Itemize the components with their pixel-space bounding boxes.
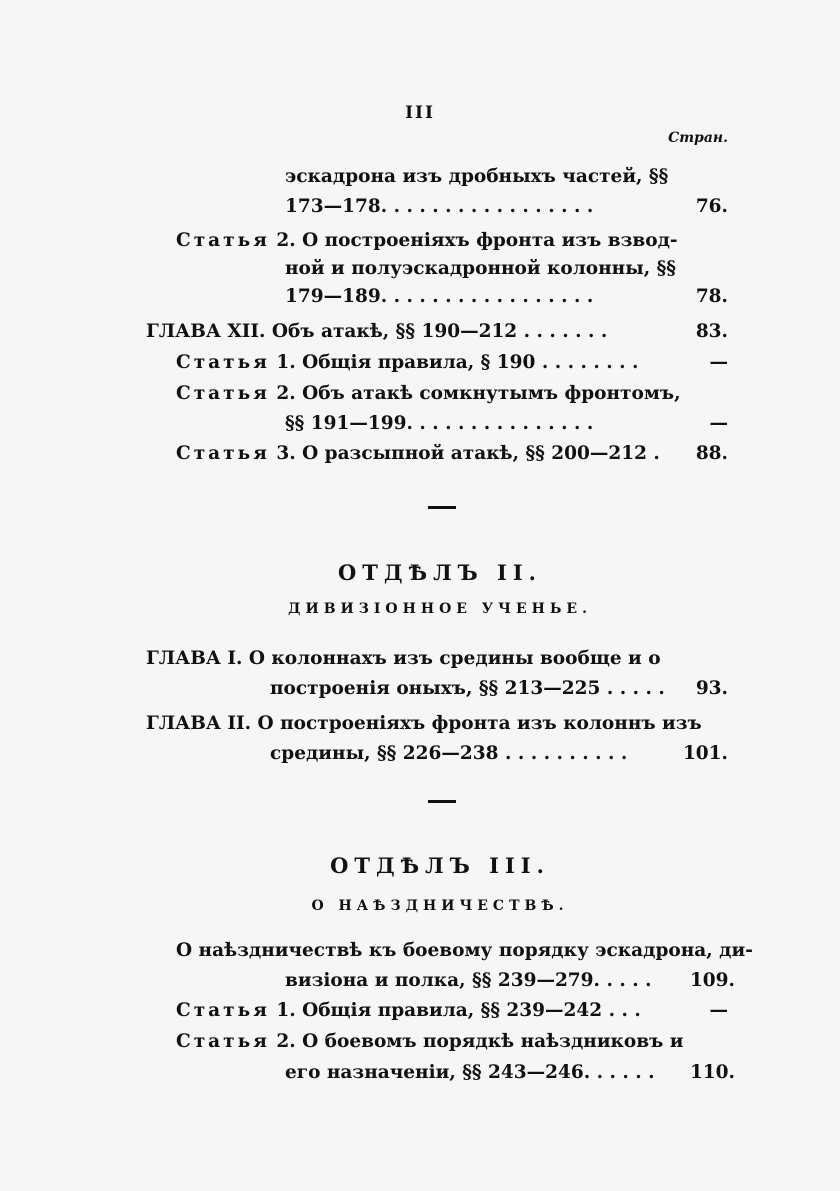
section-title: ОТДѢЛЪ II. — [337, 560, 542, 585]
toc-line: §§ 191—199. . . . . . . . . . . . . . . — [285, 413, 594, 434]
toc-line: построенія оныхъ, §§ 213—225 . . . . . — [270, 678, 665, 699]
article-label: Статья — [176, 383, 270, 404]
toc-text: 2. О боевомъ порядкѣ наѣздниковъ и — [276, 1031, 684, 1052]
toc-page: 78. — [695, 286, 728, 307]
toc-line: 179—189. . . . . . . . . . . . . . . . . — [285, 286, 594, 307]
toc-chapter-line: ГЛАВА I. О колоннахъ изъ средины вообще и о — [146, 648, 661, 669]
toc-page: — — [709, 413, 728, 434]
toc-text: 2. О построеніяхъ фронта изъ взвод- — [276, 230, 678, 251]
article-label: Статья — [176, 443, 270, 464]
toc-line: эскадрона изъ дробныхъ частей, §§ — [285, 166, 669, 187]
toc-text: 3. О разсыпной атакѣ, §§ 200—212 . — [276, 443, 660, 464]
article-label: Статья — [176, 352, 270, 373]
article-label: Статья — [176, 1000, 270, 1021]
toc-page: 101. — [682, 743, 728, 764]
page-column-header: Стран. — [668, 130, 728, 146]
toc-text: 2. Объ атакѣ сомкнутымъ фронтомъ, — [276, 383, 681, 404]
toc-line — [176, 383, 681, 405]
toc-page: 109. — [689, 970, 735, 991]
section-subtitle: О НАѢЗДНИЧЕСТВѢ. — [311, 898, 569, 914]
toc-page: — — [709, 1000, 728, 1021]
section-subtitle: ДИВИЗІОННОЕ УЧЕНЬЕ. — [288, 601, 592, 617]
toc-page: 93. — [695, 678, 728, 699]
toc-page: 83. — [695, 321, 728, 342]
toc-page: 76. — [695, 196, 728, 217]
toc-page: — — [709, 352, 728, 373]
toc-line: ной и полуэскадронной колонны, §§ — [285, 258, 676, 279]
toc-page: 88. — [695, 443, 728, 464]
toc-line — [176, 443, 660, 465]
toc-text: 1. Общія правила, §§ 239—242 . . . — [276, 1000, 641, 1021]
toc-line: его назначеніи, §§ 243—246. . . . . . — [285, 1062, 655, 1083]
section-divider — [428, 800, 456, 803]
toc-text: 1. Общія правила, § 190 . . . . . . . . — [276, 352, 639, 373]
toc-line — [176, 230, 678, 252]
toc-page: 110. — [689, 1062, 735, 1083]
toc-line: визіона и полка, §§ 239—279. . . . . — [285, 970, 652, 991]
toc-chapter-line: ГЛАВА XII. Объ атакѣ, §§ 190—212 . . . . . . . — [146, 321, 608, 342]
toc-line: средины, §§ 226—238 . . . . . . . . . . — [270, 743, 628, 764]
article-label: Статья — [176, 230, 270, 251]
page-number: III — [405, 103, 435, 123]
toc-line: 173—178. . . . . . . . . . . . . . . . . — [285, 196, 594, 217]
toc-chapter-line: ГЛАВА II. О построеніяхъ фронта изъ колоннъ изъ — [146, 713, 702, 734]
toc-line — [176, 352, 638, 374]
toc-line — [176, 1000, 641, 1022]
article-label: Статья — [176, 1031, 270, 1052]
section-divider — [428, 506, 456, 509]
toc-line — [176, 1031, 683, 1053]
toc-line: О наѣздничествѣ къ боевому порядку эскадрона, ди- — [176, 940, 753, 961]
section-title: ОТДѢЛЪ III. — [330, 853, 550, 878]
